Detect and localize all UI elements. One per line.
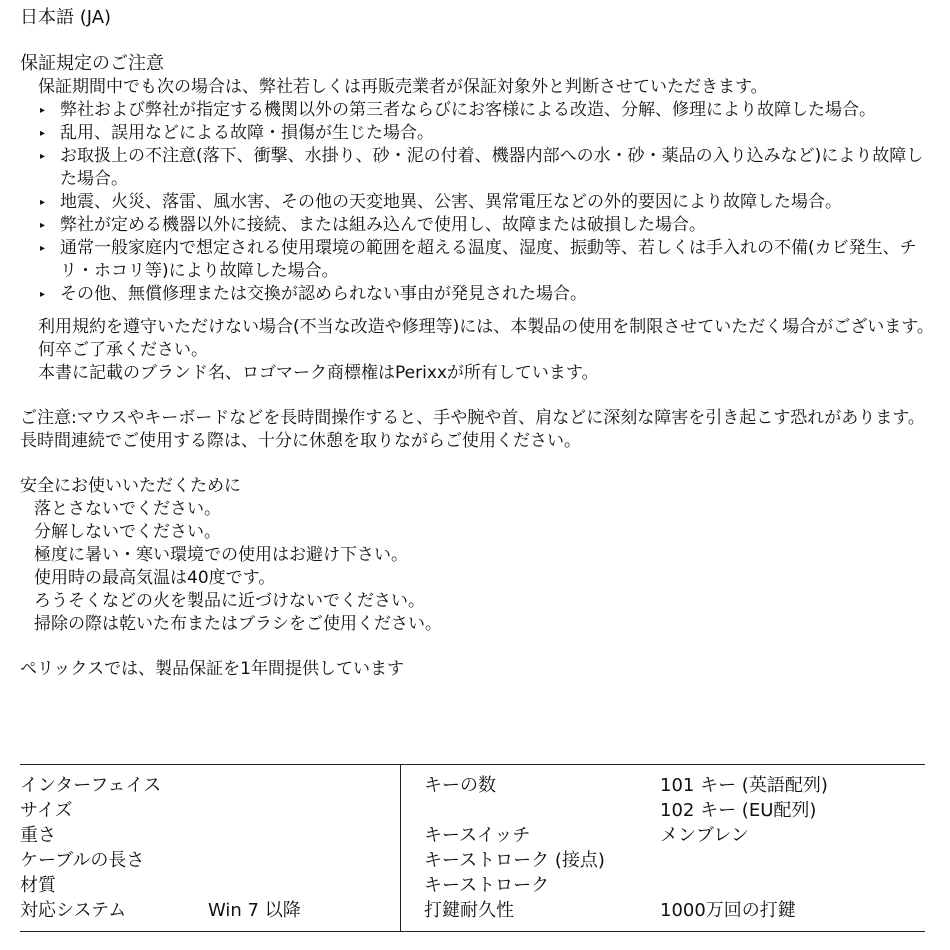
list-item	[38, 283, 935, 306]
safety-title: 安全にお使いいただくために	[20, 476, 241, 496]
spec-left-values	[208, 773, 301, 923]
warranty-exclusion-list	[20, 99, 935, 306]
warranty-title: 保証規定のご注意	[20, 53, 164, 74]
list-item	[38, 237, 935, 283]
bullet-triangle-icon: ▸	[40, 220, 46, 231]
document-page	[20, 6, 935, 681]
list-item-text: 地震、火災、落雷、風水害、その他の天変地異、公害、異常電圧などの外的要因により故障した場合。	[60, 192, 842, 212]
health-caution: ご注意:マウスやキーボードなどを長時間操作すると、手や腕や首、肩などに深刻な障害を引き起こす恐れがあります。長時間連続でご使用する際は、十分に休憩を取りながらご使用ください。	[20, 408, 925, 451]
spec-value-key-stroke-contact	[660, 848, 828, 873]
spec-left-labels	[20, 773, 161, 923]
bullet-triangle-icon: ▸	[40, 128, 46, 139]
table-divider	[400, 765, 401, 931]
warranty-section	[20, 52, 935, 385]
spec-value-key-count-eu: 102 キー (EU配列)	[660, 800, 817, 821]
safety-item: 極度に暑い・寒い環境での使用はお避け下さい。	[34, 545, 408, 565]
spec-label-key-count: キーの数	[424, 775, 496, 796]
spec-label-cable-length: ケーブルの長さ	[20, 850, 145, 871]
spec-label-interface: インターフェイス	[20, 775, 162, 796]
safety-item: 分解しないでください。	[34, 522, 221, 542]
spec-value-size	[208, 798, 301, 823]
list-item	[38, 99, 935, 122]
spec-right-values	[660, 773, 828, 923]
spec-value-interface	[208, 773, 301, 798]
safety-item: ろうそくなどの火を製品に近づけないでください。	[34, 591, 425, 611]
spec-value-compatible-system: Win 7 以降	[208, 900, 301, 921]
safety-item: 落とさないでください。	[34, 499, 221, 519]
spec-value-cable-length	[208, 848, 301, 873]
list-item	[38, 214, 935, 237]
spec-label-keystroke-durability: 打鍵耐久性	[424, 900, 514, 921]
language-label: 日本語 (JA)	[20, 7, 112, 28]
bullet-triangle-icon: ▸	[40, 243, 46, 254]
list-item	[38, 145, 935, 191]
spec-value-material	[208, 873, 301, 898]
safety-section	[20, 475, 935, 636]
spec-label-empty	[424, 798, 605, 823]
spec-label-key-stroke-contact: キーストローク (接点)	[424, 850, 605, 871]
list-item-text: 弊社が定める機器以外に接続、または組み込んで使用し、故障または破損した場合。	[60, 215, 706, 235]
spec-label-size: サイズ	[20, 800, 73, 821]
spec-label-weight: 重さ	[20, 825, 56, 846]
spec-label-key-switch: キースイッチ	[424, 825, 531, 846]
spec-label-material: 材質	[20, 875, 56, 896]
list-item-text: 弊社および弊社が指定する機関以外の第三者ならびにお客様による改造、分解、修理により故障した場合。	[60, 100, 876, 120]
spec-value-keystroke-durability: 1000万回の打鍵	[660, 900, 796, 921]
trademark-note: 本書に記載のブランド名、ロゴマーク商標権はPerixxが所有しています。	[38, 363, 599, 383]
spec-right-labels	[424, 773, 605, 923]
spec-value-weight	[208, 823, 301, 848]
bullet-triangle-icon: ▸	[40, 105, 46, 116]
warranty-period: ペリックスでは、製品保証を1年間提供しています	[20, 659, 404, 679]
list-item-text: お取扱上の不注意(落下、衝撃、水掛り、砂・泥の付着、機器内部への水・砂・薬品の入り込みなど)により故障した場合。	[60, 146, 924, 189]
list-item	[38, 191, 935, 214]
specifications-table	[20, 764, 925, 932]
list-item-text: 乱用、誤用などによる故障・損傷が生じた場合。	[60, 123, 434, 143]
list-item-text: 通常一般家庭内で想定される使用環境の範囲を超える温度、湿度、振動等、若しくは手入れの不備(カビ発生、チリ・ホコリ等)により故障した場合。	[60, 238, 917, 281]
list-item-text: その他、無償修理または交換が認められない事由が発見された場合。	[60, 284, 587, 304]
list-item	[38, 122, 935, 145]
bullet-triangle-icon: ▸	[40, 197, 46, 208]
warranty-intro: 保証期間中でも次の場合は、弊社若しくは再販売業者が保証対象外と判断させていただきます。	[38, 77, 768, 97]
spec-value-key-stroke	[660, 873, 828, 898]
spec-value-key-switch: メンブレン	[660, 825, 749, 846]
spec-label-key-stroke: キーストローク	[424, 875, 550, 896]
bullet-triangle-icon: ▸	[40, 151, 46, 162]
spec-value-key-count-english: 101 キー (英語配列)	[660, 775, 828, 796]
safety-item: 掃除の際は乾いた布またはブラシをご使用ください。	[34, 614, 442, 634]
terms-of-use-note: 利用規約を遵守いただけない場合(不当な改造や修理等)には、本製品の使用を制限させていただく場合がございます。何卒ご了承ください。	[38, 317, 934, 360]
safety-item: 使用時の最高気温は40度です。	[34, 568, 276, 588]
spec-label-compatible-system: 対応システム	[20, 900, 127, 921]
bullet-triangle-icon: ▸	[40, 289, 46, 300]
